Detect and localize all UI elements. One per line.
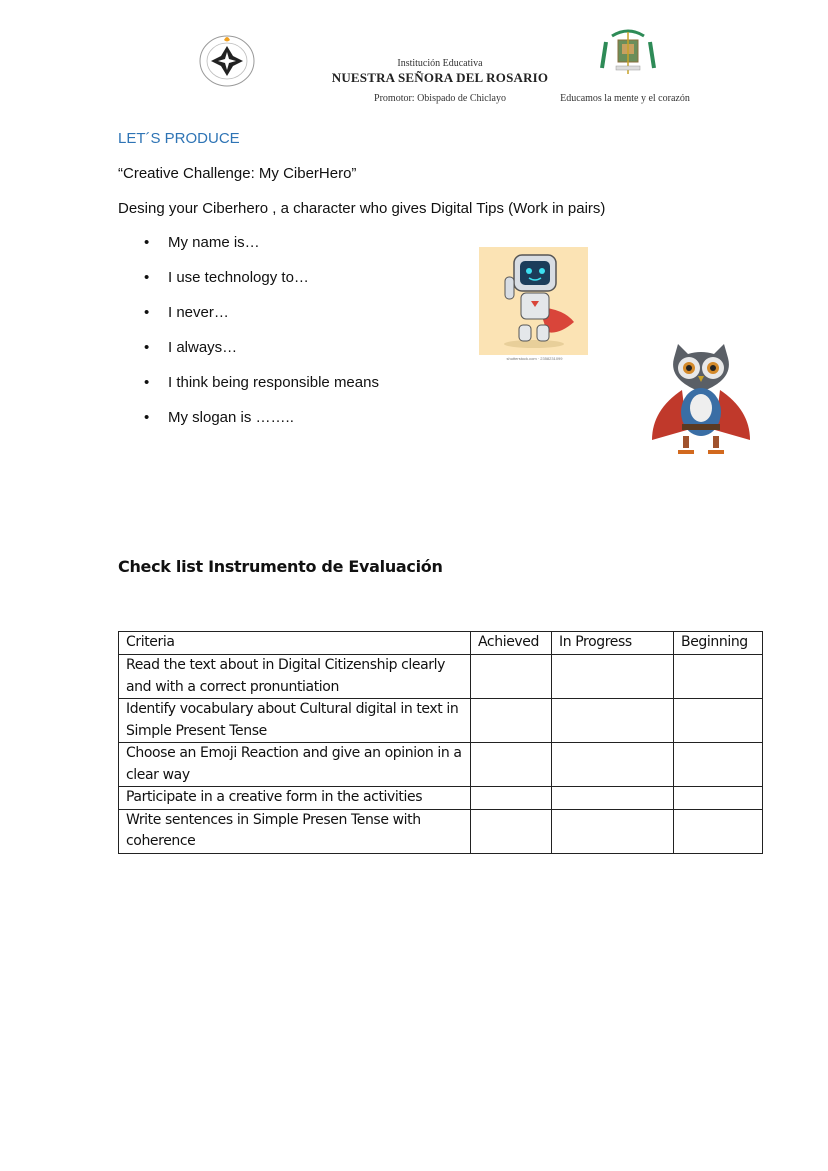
episcopal-coat-of-arms-logo xyxy=(598,28,658,78)
beginning-cell[interactable] xyxy=(674,809,763,853)
table-row xyxy=(119,809,763,853)
prompt-list xyxy=(118,230,379,440)
list-item: • I think being responsible means xyxy=(118,370,379,405)
in-progress-cell[interactable] xyxy=(552,743,674,787)
challenge-title: “Creative Challenge: My CiberHero” xyxy=(118,165,357,182)
in-progress-cell[interactable] xyxy=(552,699,674,743)
criteria-cell: Participate in a creative form in the activities xyxy=(119,787,471,810)
beginning-cell[interactable] xyxy=(674,787,763,810)
list-item: • I always… xyxy=(118,335,379,370)
robot-image-watermark: shutterstock.com · 2358231099 xyxy=(506,356,563,361)
criteria-cell: Choose an Emoji Reaction and give an opinion in a clear way xyxy=(119,743,471,787)
table-row xyxy=(119,787,763,810)
criteria-cell: Read the text about in Digital Citizenship clearly and with a correct pronuntiation xyxy=(119,655,471,699)
motto-text: Educamos la mente y el corazón xyxy=(560,93,690,104)
table-row xyxy=(119,655,763,699)
section-title: LET´S PRODUCE xyxy=(118,130,240,147)
owl-hero-image xyxy=(642,340,760,465)
in-progress-cell[interactable] xyxy=(552,787,674,810)
table-row xyxy=(119,743,763,787)
header-achieved: Achieved xyxy=(471,632,552,655)
table-header-row xyxy=(119,632,763,655)
achieved-cell[interactable] xyxy=(471,699,552,743)
in-progress-cell[interactable] xyxy=(552,809,674,853)
robot-hero-image xyxy=(479,247,588,355)
header-criteria: Criteria xyxy=(119,632,471,655)
list-item: • My slogan is …….. xyxy=(118,405,379,440)
criteria-cell: Identify vocabulary about Cultural digital in text in Simple Present Tense xyxy=(119,699,471,743)
institution-name: NUESTRA SEÑORA DEL ROSARIO xyxy=(331,70,549,85)
promotor-text: Promotor: Obispado de Chiclayo xyxy=(374,93,506,104)
beginning-cell[interactable] xyxy=(674,699,763,743)
beginning-cell[interactable] xyxy=(674,655,763,699)
instructions-text: Desing your Ciberhero , a character who gives Digital Tips (Work in pairs) xyxy=(118,200,606,217)
header-beginning: Beginning xyxy=(674,632,763,655)
criteria-cell: Write sentences in Simple Presen Tense with coherence xyxy=(119,809,471,853)
table-row xyxy=(119,699,763,743)
checklist-title: Check list Instrumento de Evaluación xyxy=(118,557,443,576)
school-seal-logo xyxy=(196,32,258,88)
header-in-progress: In Progress xyxy=(552,632,674,655)
in-progress-cell[interactable] xyxy=(552,655,674,699)
beginning-cell[interactable] xyxy=(674,743,763,787)
evaluation-checklist-table xyxy=(118,631,763,854)
list-item: • I use technology to… xyxy=(118,265,379,300)
achieved-cell[interactable] xyxy=(471,655,552,699)
list-item: • I never… xyxy=(118,300,379,335)
list-item: • My name is… xyxy=(118,230,379,265)
achieved-cell[interactable] xyxy=(471,809,552,853)
achieved-cell[interactable] xyxy=(471,743,552,787)
achieved-cell[interactable] xyxy=(471,787,552,810)
institution-label: Institución Educativa xyxy=(397,58,483,69)
